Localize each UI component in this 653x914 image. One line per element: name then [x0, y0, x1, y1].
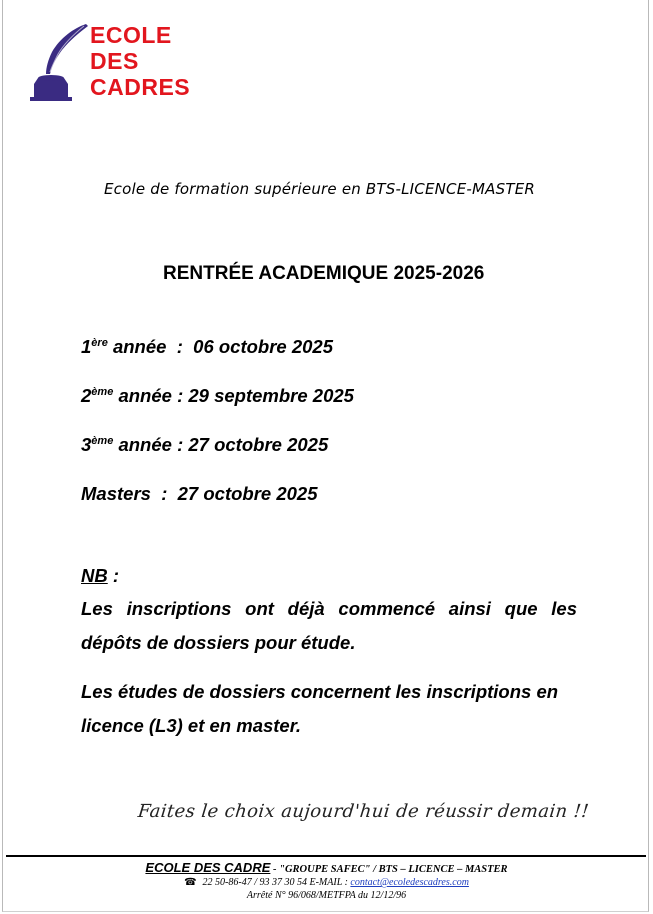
footer-decree: Arrêté N° 96/068/METFPA du 12/12/96 [246, 890, 407, 901]
logo-line-2: DES [90, 48, 139, 74]
date-row-year-1: 1ère année : 06 octobre 2025 [81, 336, 334, 357]
nb-label: NB : [81, 565, 120, 586]
nb-paragraph-2: Les études de dossiers concernent les inscriptions en licence (L3) et en master. [81, 681, 559, 736]
footer-phones: 22 50-86-47 / 93 37 30 54 [202, 877, 307, 888]
page-title: RENTRÉE ACADEMIQUE 2025-2026 [163, 263, 485, 284]
inkwell-quill-icon [24, 18, 94, 108]
slogan: Faites le choix aujourd'hui de réussir demain !! [136, 801, 591, 822]
logo-line-3: CADRES [90, 74, 191, 100]
date-row-year-2: 2ème année : 29 septembre 2025 [81, 385, 354, 406]
footer-group: - "GROUPE SAFEC" / BTS – LICENCE – MASTER [270, 864, 508, 875]
footer-line-2 [0, 876, 653, 889]
date-row-year-3: 3ème année : 27 octobre 2025 [81, 434, 329, 455]
tagline: Ecole de formation supérieure en BTS-LICENCE-MASTER [104, 180, 536, 198]
footer-school-name: ECOLE DES CADRE [145, 860, 271, 875]
footer [0, 861, 653, 902]
school-logo [24, 18, 204, 108]
footer-line-1 [0, 861, 653, 876]
nb-paragraph-1: Les inscriptions ont déjà commencé ainsi que les dépôts de dossiers pour étude. [81, 598, 577, 653]
page-border [2, 0, 649, 912]
footer-email-label: E-MAIL : [306, 877, 351, 888]
phone-icon: ☎ [184, 877, 197, 888]
logo-line-1: ECOLE [90, 22, 172, 48]
footer-email-link[interactable]: contact@ecoledescadres.com [350, 877, 469, 888]
logo-wordmark [90, 22, 190, 100]
date-row-masters: Masters : 27 octobre 2025 [81, 483, 318, 504]
footer-divider [6, 855, 646, 857]
